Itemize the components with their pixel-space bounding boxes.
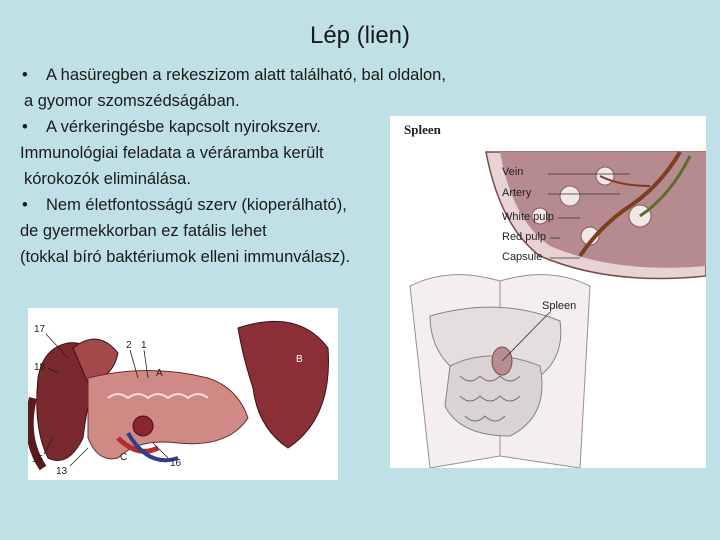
spleen-illustration [390,116,706,468]
label-vein: Vein [502,166,524,178]
marker-number: 2 [126,340,132,351]
figure-title: Spleen [404,122,441,137]
marker-number: 17 [34,324,46,335]
text-line [20,62,500,88]
line-text: A vérkeringésbe kapcsolt nyirokszerv. [46,118,321,136]
bullet: • [22,118,28,136]
marker-letter: A [156,368,163,379]
slide-title: Lép (lien) [309,22,411,49]
marker-number: 18 [34,362,46,373]
label-red-pulp: Red pulp [502,231,547,243]
line-text: a gyomor szomszédságában. [24,92,240,110]
spleen-anatomy-figure [390,116,706,468]
marker-number: 1 [141,340,147,351]
line-text: kórokozók eliminálása. [24,170,191,188]
label-artery: Artery [502,187,532,199]
organ-illustration [28,308,338,480]
text-line [20,88,500,114]
marker-number: 16 [170,458,182,469]
line-text: de gyermekkorban ez fatális lehet [20,222,267,240]
bullet: • [22,196,28,214]
line-text: Nem életfontosságú szerv (kioperálható), [46,196,347,214]
line-text: Immunológiai feladata a véráramba került [20,144,324,162]
marker-number: 15 [32,454,44,465]
line-text: (tokkal bíró baktériumok elleni immunválasz). [20,248,351,266]
label-white-pulp: White pulp [502,211,554,223]
organ-model [30,321,329,468]
line-text: A hasüregben a rekeszizom alatt található, bal oldalon, [46,66,446,84]
bullet: • [22,66,28,84]
label-spleen-body: Spleen [542,300,577,312]
pancreas-spleen-figure [28,308,338,480]
marker-letter: C [120,452,128,463]
label-capsule: Capsule [502,251,543,263]
marker-letter: B [296,354,303,365]
marker-number: 13 [56,466,68,477]
